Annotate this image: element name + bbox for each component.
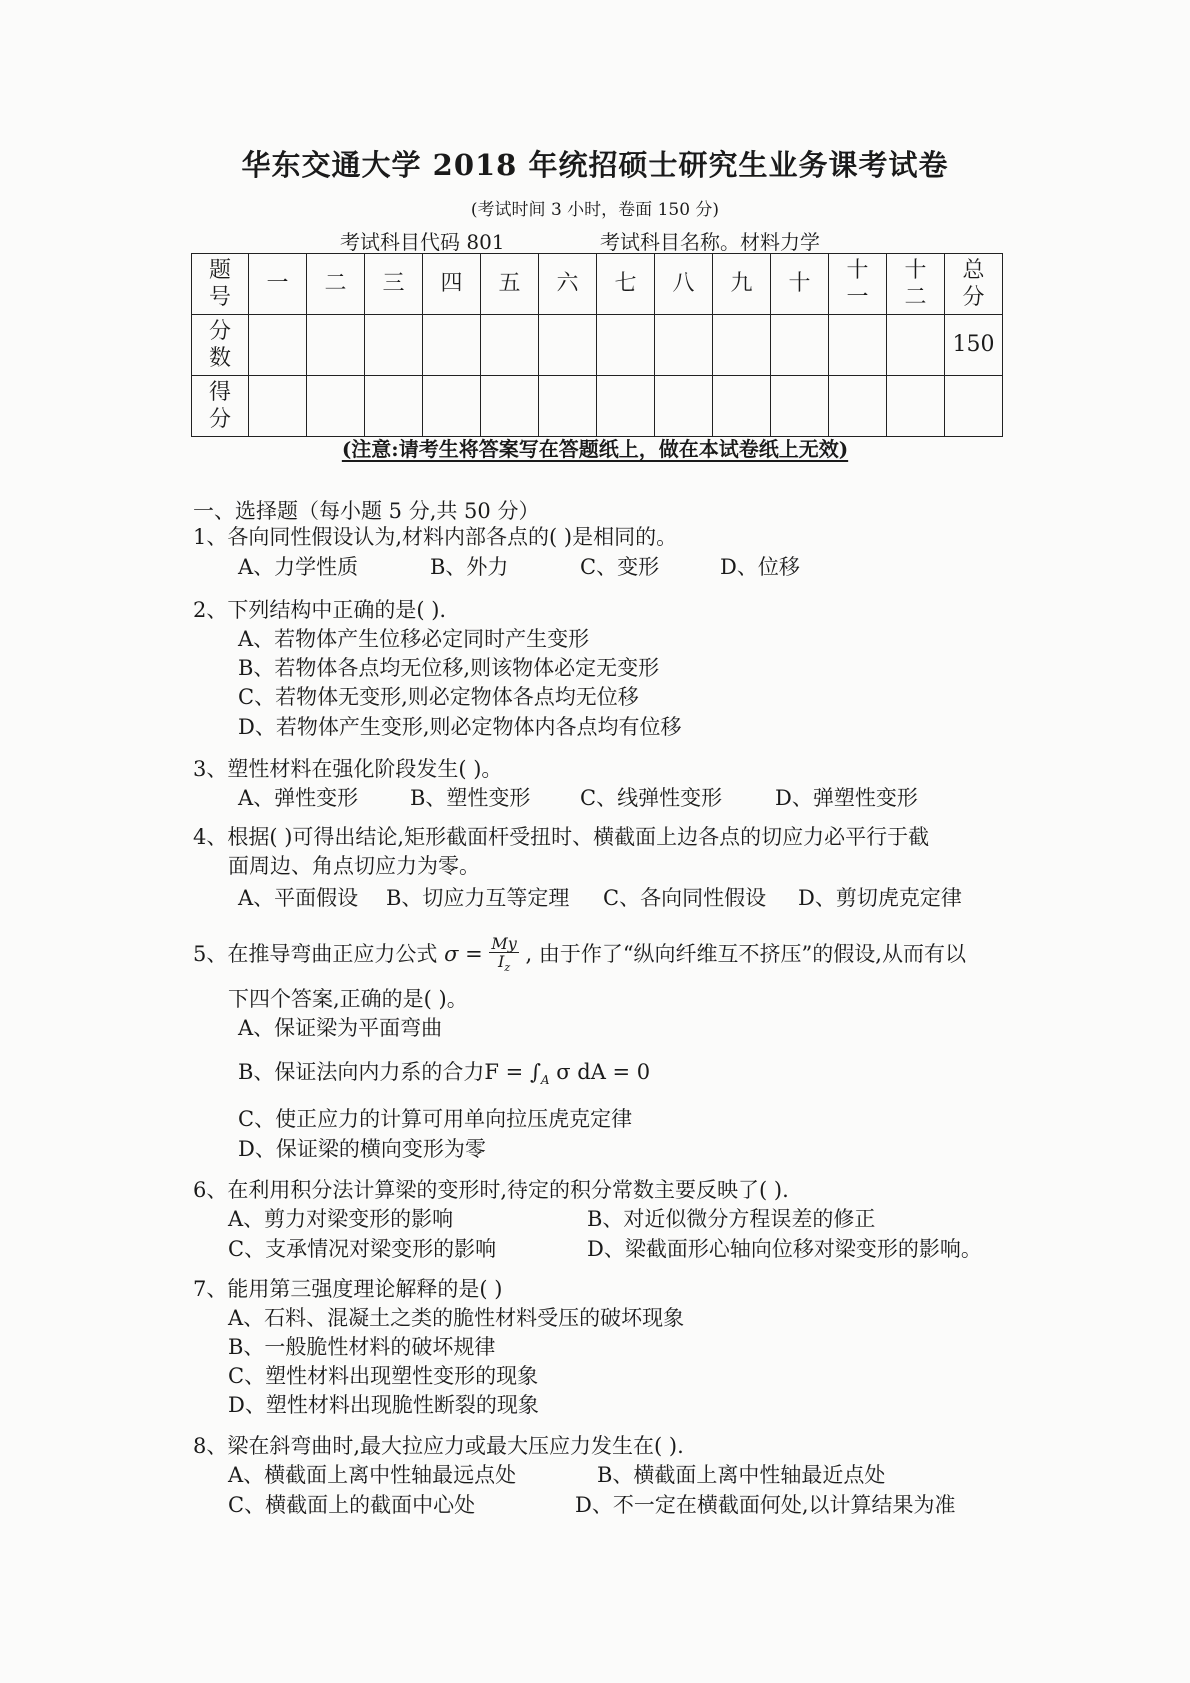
subject-name: 考试科目名称。材料力学 (600, 230, 820, 254)
question-3-option-b: B、塑性变形 (410, 786, 531, 810)
col-12: 十二 (887, 254, 945, 315)
col-2: 二 (307, 254, 365, 315)
col-4: 四 (423, 254, 481, 315)
question-1-option-d: D、位移 (720, 555, 800, 579)
col-10: 十 (771, 254, 829, 315)
exam-subtitle: (考试时间 3 小时，卷面 150 分) (470, 200, 720, 220)
question-4-stem: 4、根据( )可得出结论,矩形截面杆受扭时、横截面上边各点的切应力必平行于截 (193, 825, 930, 849)
question-2-option-d: D、若物体产生变形,则必定物体内各点均有位移 (238, 715, 682, 739)
question-7-option-b: B、一般脆性材料的破坏规律 (228, 1335, 496, 1359)
question-4-option-c: C、各向同性假设 (603, 886, 767, 910)
col-9: 九 (713, 254, 771, 315)
question-4-option-d: D、剪切虎克定律 (798, 886, 962, 910)
score-table-score-row (192, 376, 1003, 437)
question-3-option-c: C、线弹性变形 (580, 786, 723, 810)
question-6-option-a: A、剪力对梁变形的影响 (228, 1207, 454, 1231)
question-7-option-c: C、塑性材料出现塑性变形的现象 (228, 1364, 539, 1388)
question-8-stem: 8、梁在斜弯曲时,最大拉应力或最大压应力发生在( ). (193, 1434, 684, 1458)
row-head-score: 得分 (192, 376, 249, 437)
score-table-points-row (192, 315, 1003, 376)
question-5-option-c: C、使正应力的计算可用单向拉压虎克定律 (238, 1107, 633, 1131)
col-5: 五 (481, 254, 539, 315)
question-5-stem: 5、在推导弯曲正应力公式 σ = $\frac{My}{I_z}$ , 由于作了“纵向纤维互不挤压”的假设,从而有以 (193, 934, 966, 975)
col-total: 总分 (945, 254, 1003, 315)
col-11: 十一 (829, 254, 887, 315)
question-1-option-b: B、外力 (430, 555, 509, 579)
question-5-option-b: B、保证法向内力系的合力$F = \int_A$ σ dA = 0 (238, 1060, 651, 1088)
col-3: 三 (365, 254, 423, 315)
exam-title: 华东交通大学 2018 年统招硕士研究生业务课考试卷 (241, 148, 949, 182)
row-head-points: 分数 (192, 315, 249, 376)
col-1: 一 (249, 254, 307, 315)
question-8-option-a: A、横截面上离中性轴最远点处 (228, 1463, 517, 1487)
question-2-option-b: B、若物体各点均无位移,则该物体必定无变形 (238, 656, 660, 680)
question-7-option-d: D、塑性材料出现脆性断裂的现象 (228, 1393, 539, 1417)
question-3-option-d: D、弹塑性变形 (775, 786, 918, 810)
score-table-header-row (192, 254, 1003, 315)
question-1-option-a: A、力学性质 (238, 555, 359, 579)
question-5-option-a: A、保证梁为平面弯曲 (238, 1016, 443, 1040)
col-7: 七 (597, 254, 655, 315)
bending-stress-formula: σ = $\frac{My}{I_z}$ (444, 934, 517, 975)
question-2-option-a: A、若物体产生位移必定同时产生变形 (238, 627, 590, 651)
notice: (注意:请考生将答案写在答题纸上，做在本试卷纸上无效) (341, 437, 849, 461)
question-3-option-a: A、弹性变形 (238, 786, 359, 810)
question-6-stem: 6、在利用积分法计算梁的变形时,待定的积分常数主要反映了( ). (193, 1178, 789, 1202)
question-4-stem-cont: 面周边、角点切应力为零。 (228, 854, 480, 878)
question-7-option-a: A、石料、混凝土之类的脆性材料受压的破坏现象 (228, 1306, 685, 1330)
col-8: 八 (655, 254, 713, 315)
question-1-stem: 1、各向同性假设认为,材料内部各点的( )是相同的。 (193, 525, 678, 549)
subject-code: 考试科目代码 801 (340, 230, 505, 254)
question-2-stem: 2、下列结构中正确的是( ). (193, 598, 447, 622)
row-head-question-number: 题号 (192, 254, 249, 315)
question-7-stem: 7、能用第三强度理论解释的是( ) (193, 1277, 503, 1301)
question-2-option-c: C、若物体无变形,则必定物体各点均无位移 (238, 685, 639, 709)
question-8-option-d: D、不一定在横截面何处,以计算结果为准 (575, 1493, 956, 1517)
col-6: 六 (539, 254, 597, 315)
question-1-option-c: C、变形 (580, 555, 660, 579)
question-4-option-b: B、切应力互等定理 (386, 886, 570, 910)
score-table (191, 253, 1003, 437)
question-8-option-b: B、横截面上离中性轴最近点处 (597, 1463, 886, 1487)
question-6-option-b: B、对近似微分方程误差的修正 (587, 1207, 876, 1231)
question-5-stem-cont: 下四个答案,正确的是( )。 (228, 987, 468, 1011)
question-3-stem: 3、塑性材料在强化阶段发生( )。 (193, 757, 503, 781)
question-6-option-d: D、梁截面形心轴向位移对梁变形的影响。 (587, 1237, 982, 1261)
question-8-option-c: C、横截面上的截面中心处 (228, 1493, 476, 1517)
question-5-option-d: D、保证梁的横向变形为零 (238, 1137, 486, 1161)
section-title: 一、选择题（每小题 5 分,共 50 分） (193, 499, 540, 523)
total-points: 150 (945, 315, 1003, 376)
question-4-option-a: A、平面假设 (238, 886, 359, 910)
question-6-option-c: C、支承情况对梁变形的影响 (228, 1237, 497, 1261)
